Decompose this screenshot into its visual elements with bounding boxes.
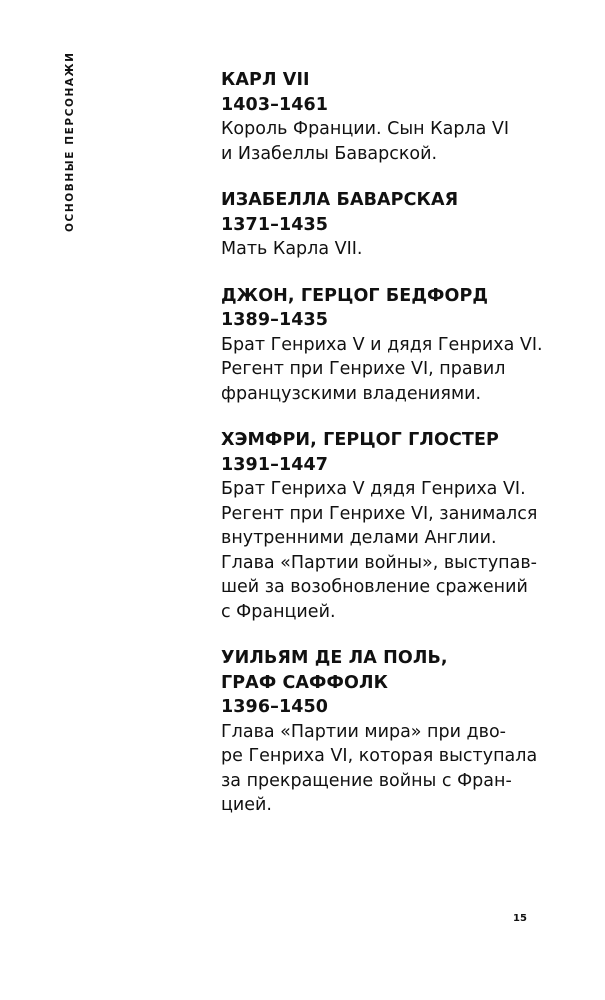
character-description [221,117,561,166]
character-years: 1403–1461 [221,94,329,115]
character-description [221,333,561,407]
description-line: Регент при Генрихе VI, занимался [221,503,538,524]
character-years: 1389–1435 [221,310,329,330]
character-name-line: ГРАФ САФФОЛК [221,672,388,693]
section-title-vertical: ОСНОВНЫЕ ПЕРСОНАЖИ [64,51,76,232]
description-line: и Изабеллы Баварской. [221,143,438,164]
page-number: 15 [513,913,527,924]
character-entry [221,428,561,624]
description-line: Брат Генриха V и дядя Генриха VI. [221,334,543,355]
character-name-line: ХЭМФРИ, ГЕРЦОГ ГЛОСТЕР [221,430,499,450]
description-line: Брат Генриха V дядя Генриха VI. [221,479,526,499]
description-line: цией. [221,795,272,815]
description-line: Мать Карла VII. [221,239,363,259]
character-entry [221,284,561,407]
character-entry [221,188,561,262]
character-name-line: ИЗАБЕЛЛА БАВАРСКАЯ [221,190,459,210]
character-name-line: КАРЛ VII [221,70,310,90]
description-line: с Францией. [221,601,336,622]
description-line: французскими владениями. [221,383,482,404]
character-name [221,284,561,309]
character-list [221,68,561,840]
character-name-line: УИЛЬЯМ ДЕ ЛА ПОЛЬ, [221,648,448,668]
character-entry [221,646,561,818]
character-name-line: ДЖОН, ГЕРЦОГ БЕДФОРД [221,285,489,306]
description-line: Король Франции. Сын Карла VI [221,119,510,139]
character-entry [221,68,561,166]
character-name [221,188,561,213]
character-years: 1396–1450 [221,697,329,717]
character-name [221,68,561,93]
description-line: шей за возобновление сражений [221,577,528,597]
character-years: 1391–1447 [221,454,329,475]
description-line: Глава «Партии мира» при дво- [221,721,506,742]
character-description [221,237,561,262]
description-line: за прекращение войны с Фран- [221,770,512,791]
character-description [221,720,561,818]
description-line: Регент при Генрихе VI, правил [221,359,506,379]
character-years: 1371–1435 [221,214,329,235]
description-line: внутренними делами Англии. [221,528,497,548]
character-name [221,428,561,453]
character-description [221,477,561,624]
description-line: Глава «Партии войны», выступав- [221,552,537,573]
character-name [221,646,561,695]
description-line: ре Генриха VI, которая выступала [221,746,538,766]
